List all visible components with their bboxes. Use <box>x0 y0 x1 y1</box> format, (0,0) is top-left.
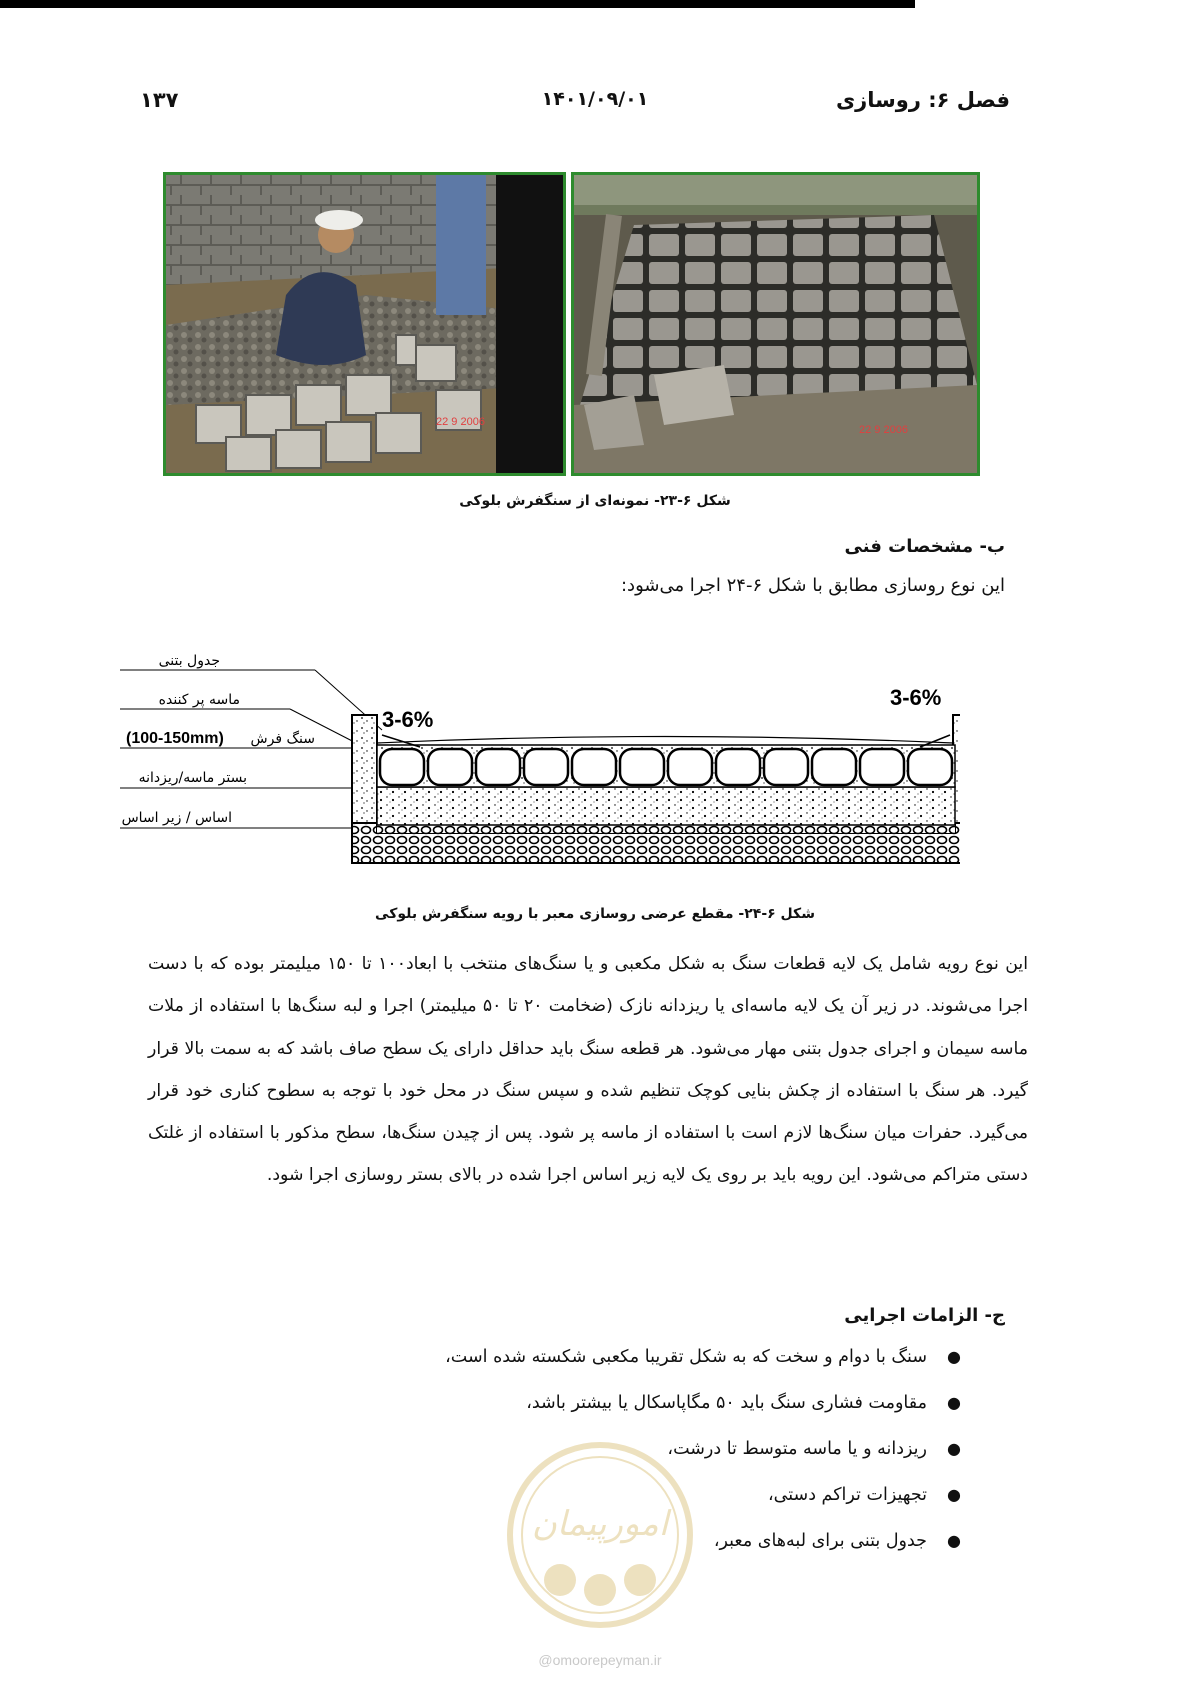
slope-right: 3-6% <box>890 685 942 710</box>
watermark-logo-icon <box>505 1440 695 1630</box>
watermark-site: @omoorepeyman.ir <box>538 1652 662 1668</box>
page-number: ۱۳۷ <box>140 88 179 112</box>
list-item-text: ریزدانه و یا ماسه متوسط تا درشت، <box>667 1439 927 1459</box>
bullet-icon: ● <box>947 1347 961 1366</box>
watermark-logo-text: امورپیمان <box>531 1504 669 1544</box>
label-base: اساس / زیر اساس <box>121 810 232 826</box>
chapter-title: فصل ۶: روسازی <box>835 88 1010 112</box>
bullet-icon: ● <box>947 1485 961 1504</box>
photo-worker-laying-stones <box>163 172 566 476</box>
document-date: ۱۴۰۱/۰۹/۰۱ <box>541 88 649 110</box>
bullet-icon: ● <box>947 1439 961 1458</box>
body-paragraph: این نوع رویه شامل یک لایه قطعات سنگ به شکل مکعبی و یا سنگ‌های منتخب با ابعاد۱۰۰ تا ۱۵۰ میلیمتر بوده که با دست اجرا می‌شوند. در زیر آن یک لایه ماسه‌ای یا ریزدانه نازک (ضخامت ۲۰ تا ۵۰ میلیمتر) اجرا و لبه سنگ‌ها با استفاده از ملات ماسه سیمان و اجرای جدول بتنی مهار می‌شود. هر قطعه سنگ باید حداقل دارای یک سطح صاف باشد که به سمت بالا قرار گیرد. هر سنگ با استفاده از چکش بنایی کوچک تنظیم شده و سپس سنگ در محل خود با توجه به سطوح کناری خود قرار می‌گیرد. حفرات میان سنگ‌ها لازم است با استفاده از ماسه پر شود. پس از چیدن سنگ‌ها، سطح مذکور با استفاده از غلتک دستی متراکم می‌شود. این رویه باید بر روی یک لایه زیر اساس اجرا شده در بالای بستر روسازی اجرا شود. <box>148 954 1029 1186</box>
list-item-text: مقاومت فشاری سنگ باید ۵۰ مگاپاسکال یا بیشتر باشد، <box>526 1393 927 1413</box>
figure-23-caption: شکل ۶-۲۳- نمونه‌ای از سنگفرش بلوکی <box>459 493 731 509</box>
header-rule-thin <box>0 6 915 8</box>
photo-right-datestamp: 22 9 2006 <box>859 424 908 436</box>
list-item <box>361 1391 961 1437</box>
label-paving-stone: سنگ فرش <box>250 731 315 747</box>
label-filler-sand: ماسه پر کننده <box>158 692 240 708</box>
cross-section-diagram <box>120 635 960 875</box>
list-item-text: تجهیزات تراکم دستی، <box>768 1485 927 1505</box>
photo-left-datestamp: 22 9 2006 <box>436 416 485 428</box>
section-c-heading: ج- الزامات اجرایی <box>844 1305 1005 1326</box>
figure-24-caption: شکل ۶-۲۴- مقطع عرضی روسازی معبر با رویه سنگفرش بلوکی <box>375 906 815 922</box>
label-curb: جدول بتنی <box>158 653 220 669</box>
list-item-text: سنگ با دوام و سخت که به شکل تقریبا مکعبی شکسته شده است، <box>445 1347 927 1367</box>
slope-left: 3-6% <box>382 707 434 732</box>
label-stone-size: (100-150mm) <box>126 730 224 747</box>
bullet-icon: ● <box>947 1393 961 1412</box>
section-b-intro: این نوع روسازی مطابق با شکل ۶-۲۴ اجرا می‌شود: <box>620 575 1005 596</box>
photo-finished-paving <box>571 172 980 476</box>
list-item-text: جدول بتنی برای لبه‌های معبر، <box>713 1531 927 1551</box>
section-b-heading: ب- مشخصات فنی <box>844 536 1005 557</box>
bedding-layer <box>377 787 955 825</box>
bullet-icon: ● <box>947 1531 961 1550</box>
list-item <box>361 1345 961 1391</box>
label-bedding: بستر ماسه/ریزدانه <box>138 770 247 786</box>
